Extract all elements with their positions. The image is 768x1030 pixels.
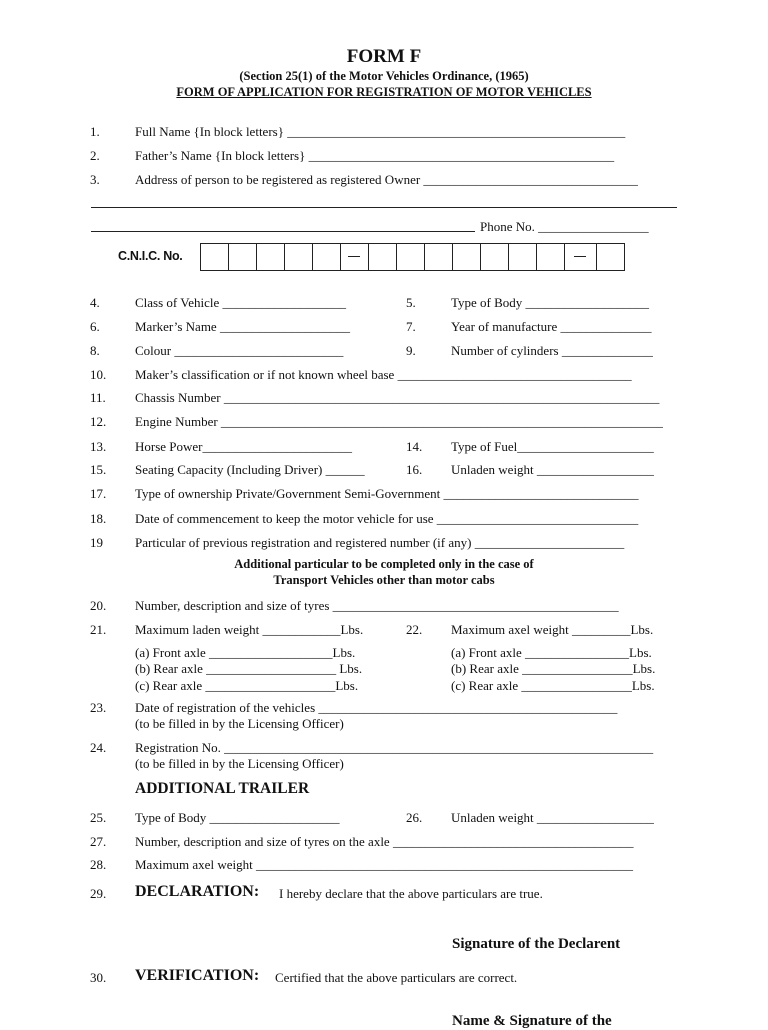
cnic-digit-box[interactable] (256, 243, 285, 271)
registration-number-field[interactable]: Registration No. __________________________________________________________________ (135, 740, 654, 755)
officer-name-signature-label: Name & Signature of the (452, 1013, 612, 1029)
trailer-type-of-body-field[interactable]: Type of Body ____________________ (135, 810, 340, 825)
cnic-digit-box[interactable] (596, 243, 625, 271)
type-of-ownership-field[interactable]: Type of ownership Private/Government Semi-Government ______________________________ (135, 486, 639, 501)
cnic-digit-box[interactable] (536, 243, 565, 271)
cnic-digit-box[interactable] (228, 243, 257, 271)
item-number: 24. (90, 740, 107, 755)
item-number: 10. (90, 367, 107, 382)
cnic-digit-box[interactable] (480, 243, 509, 271)
item-number: 30. (90, 970, 107, 985)
dash-icon (348, 256, 360, 257)
cnic-digit-box[interactable] (312, 243, 341, 271)
rear-axle-field[interactable]: (c) Rear axle _________________Lbs. (451, 678, 655, 693)
item-number: 2. (90, 148, 100, 163)
cnic-digit-box[interactable] (508, 243, 537, 271)
cnic-digit-box[interactable] (284, 243, 313, 271)
item-number: 8. (90, 343, 100, 358)
date-of-registration-field[interactable]: Date of registration of the vehicles ______________________________________________ (135, 700, 618, 715)
item-number: 1. (90, 124, 100, 139)
item-number: 29. (90, 886, 107, 901)
item-number: 12. (90, 414, 107, 429)
dash-icon (574, 256, 586, 257)
transport-note: Transport Vehicles other than motor cabs (273, 573, 495, 587)
address-line-2[interactable] (91, 231, 475, 232)
type-of-body-field[interactable]: Type of Body ___________________ (451, 295, 650, 310)
address-field[interactable]: Address of person to be registered as registered Owner _________________________________ (135, 172, 638, 187)
rear-axle-field[interactable]: (b) Rear axle _________________Lbs. (451, 661, 656, 676)
full-name-field[interactable]: Full Name {In block letters} ____________________________________________________ (135, 124, 626, 139)
item-number: 3. (90, 172, 100, 187)
declaration-text: I hereby declare that the above particulars are true. (279, 886, 543, 901)
item-number: 27. (90, 834, 107, 849)
item-number: 11. (90, 390, 106, 405)
transport-note: Additional particular to be completed only in the case of (234, 557, 534, 571)
cnic-digit-box[interactable] (452, 243, 481, 271)
form-title: FORM F (346, 46, 422, 67)
cnic-digit-box[interactable] (424, 243, 453, 271)
rear-axle-field[interactable]: (b) Rear axle ____________________ Lbs. (135, 661, 363, 676)
item-number: 28. (90, 857, 107, 872)
trailer-tyres-field[interactable]: Number, description and size of tyres on the axle _____________________________________ (135, 834, 634, 849)
maker-classification-field[interactable]: Maker’s classification or if not known wheel base ____________________________________ (135, 367, 632, 382)
rear-axle-field[interactable]: (c) Rear axle ____________________Lbs. (135, 678, 359, 693)
year-of-manufacture-field[interactable]: Year of manufacture ______________ (451, 319, 652, 334)
cnic-dash-box (564, 243, 597, 271)
horse-power-field[interactable]: Horse Power_______________________ (135, 439, 353, 454)
item-number: 4. (90, 295, 100, 310)
item-number: 20. (90, 598, 107, 613)
item-number: 9. (406, 343, 416, 358)
licensing-officer-note: (to be filled in by the Licensing Officer) (135, 756, 344, 771)
cnic-label: C.N.I.C. No. (118, 249, 183, 263)
item-number: 7. (406, 319, 416, 334)
number-of-cylinders-field[interactable]: Number of cylinders ______________ (451, 343, 653, 358)
previous-registration-field[interactable]: Particular of previous registration and registered number (if any) _______________________ (135, 535, 625, 550)
additional-trailer-heading: ADDITIONAL TRAILER (135, 780, 310, 797)
seating-capacity-field[interactable]: Seating Capacity (Including Driver) ______ (135, 462, 365, 477)
cnic-digit-box[interactable] (200, 243, 229, 271)
item-number: 22. (406, 622, 423, 637)
item-number: 14. (406, 439, 423, 454)
licensing-officer-note: (to be filled in by the Licensing Officer) (135, 716, 344, 731)
item-number: 17. (90, 486, 107, 501)
declarent-signature-label: Signature of the Declarent (452, 936, 621, 952)
colour-field[interactable]: Colour __________________________ (135, 343, 344, 358)
unladen-weight-field[interactable]: Unladen weight __________________ (451, 462, 654, 477)
front-axle-field[interactable]: (a) Front axle ___________________Lbs. (135, 645, 356, 660)
item-number: 15. (90, 462, 107, 477)
item-number: 19 (90, 535, 103, 550)
maximum-axel-weight-field[interactable]: Maximum axel weight _________Lbs. (451, 622, 654, 637)
type-of-fuel-field[interactable]: Type of Fuel_____________________ (451, 439, 654, 454)
item-number: 21. (90, 622, 107, 637)
item-number: 25. (90, 810, 107, 825)
verification-label: VERIFICATION: (135, 967, 260, 984)
engine-number-field[interactable]: Engine Number ____________________________________________________________________ (135, 414, 663, 429)
class-of-vehicle-field[interactable]: Class of Vehicle ___________________ (135, 295, 346, 310)
cnic-dash-box (340, 243, 369, 271)
cnic-digit-box[interactable] (396, 243, 425, 271)
declaration-label: DECLARATION: (135, 883, 260, 900)
address-line[interactable] (91, 207, 677, 208)
form-section-ref: (Section 25(1) of the Motor Vehicles Ordinance, (1965) (239, 69, 529, 83)
item-number: 13. (90, 439, 107, 454)
item-number: 18. (90, 511, 107, 526)
chassis-number-field[interactable]: Chassis Number ___________________________________________________________________ (135, 390, 660, 405)
cnic-digit-box[interactable] (368, 243, 397, 271)
item-number: 5. (406, 295, 416, 310)
item-number: 16. (406, 462, 423, 477)
trailer-unladen-weight-field[interactable]: Unladen weight __________________ (451, 810, 654, 825)
tyres-field[interactable]: Number, description and size of tyres ____________________________________________ (135, 598, 619, 613)
maximum-laden-weight-field[interactable]: Maximum laden weight ____________Lbs. (135, 622, 364, 637)
item-number: 6. (90, 319, 100, 334)
date-of-commencement-field[interactable]: Date of commencement to keep the motor vehicle for use _______________________________ (135, 511, 639, 526)
verification-text: Certified that the above particulars are correct. (275, 970, 518, 985)
trailer-max-axel-weight-field[interactable]: Maximum axel weight __________________________________________________________ (135, 857, 633, 872)
front-axle-field[interactable]: (a) Front axle ________________Lbs. (451, 645, 652, 660)
form-subtitle: FORM OF APPLICATION FOR REGISTRATION OF MOTOR VEHICLES (176, 85, 592, 99)
item-number: 23. (90, 700, 107, 715)
maker-name-field[interactable]: Marker’s Name ____________________ (135, 319, 350, 334)
father-name-field[interactable]: Father’s Name {In block letters} _______________________________________________ (135, 148, 615, 163)
phone-field[interactable]: Phone No. _________________ (480, 219, 649, 234)
item-number: 26. (406, 810, 423, 825)
